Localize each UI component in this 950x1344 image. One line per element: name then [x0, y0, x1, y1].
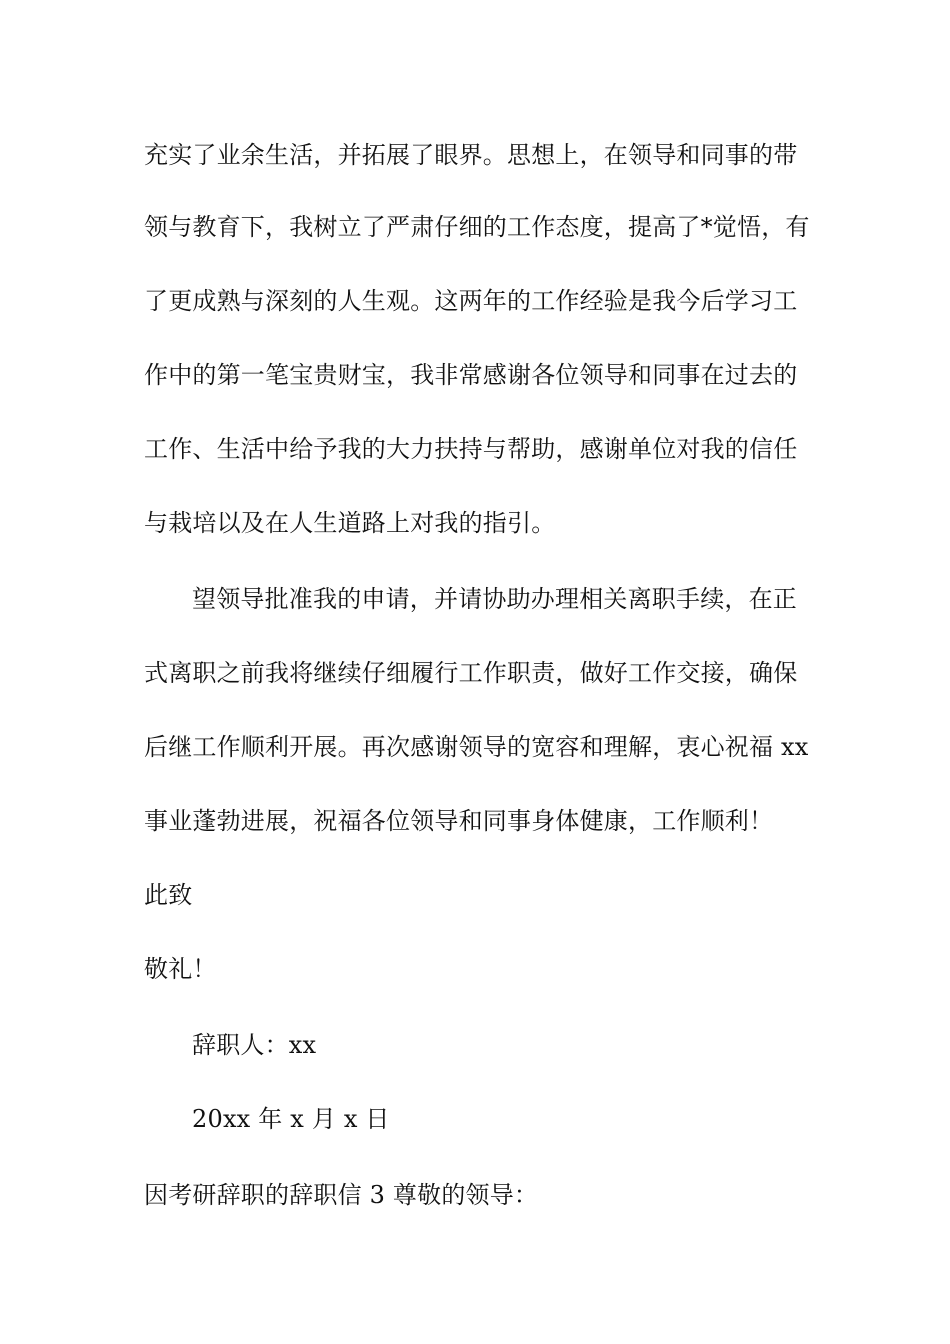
body-text-line: 作中的第一笔宝贵财宝，我非常感谢各位领导和同事在过去的: [144, 361, 798, 389]
closing-regards: 敬礼！: [144, 955, 217, 983]
body-text-line: 式离职之前我将继续仔细履行工作职责，做好工作交接，确保: [144, 659, 798, 687]
date-line: 20xx 年 x 月 x 日: [192, 1105, 390, 1133]
signature-line: 辞职人：xx: [192, 1031, 317, 1059]
body-text-line: 了更成熟与深刻的人生观。这两年的工作经验是我今后学习工: [144, 287, 798, 315]
next-letter-title: 因考研辞职的辞职信 3 尊敬的领导：: [144, 1181, 539, 1209]
body-text-line: 望领导批准我的申请，并请协助办理相关离职手续，在正: [192, 585, 797, 613]
body-text-line: 领与教育下，我树立了严肃仔细的工作态度，提高了*觉悟，有: [144, 213, 810, 241]
body-text-line: 充实了业余生活，并拓展了眼界。思想上，在领导和同事的带: [144, 141, 798, 169]
body-text-line: 后继工作顺利开展。再次感谢领导的宽容和理解，衷心祝福 xx: [144, 733, 809, 761]
body-text-line: 事业蓬勃进展，祝福各位领导和同事身体健康，工作顺利！: [144, 807, 774, 835]
closing-salutation: 此致: [144, 881, 193, 909]
body-text-line: 与栽培以及在人生道路上对我的指引。: [144, 509, 556, 537]
body-text-line: 工作、生活中给予我的大力扶持与帮助，感谢单位对我的信任: [144, 435, 798, 463]
